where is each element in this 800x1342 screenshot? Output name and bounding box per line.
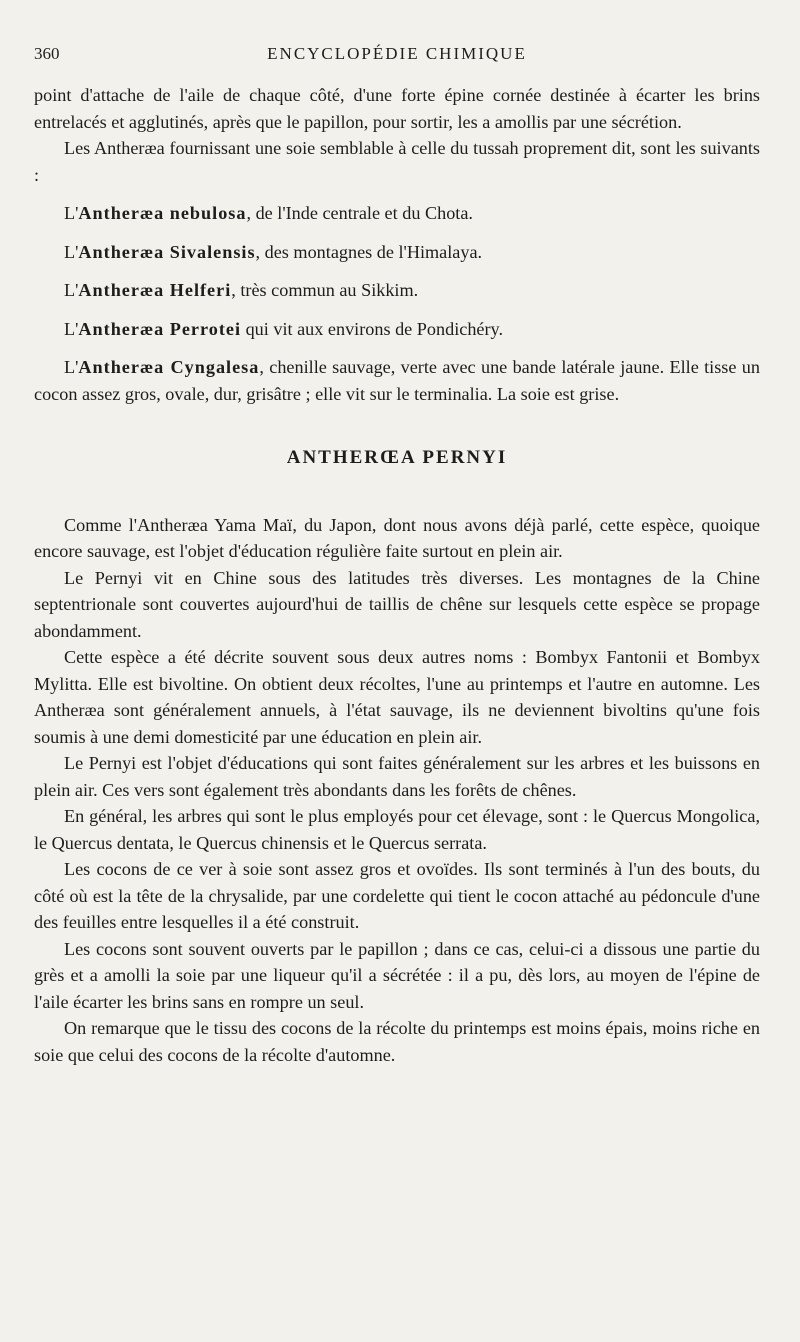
paragraph: Les cocons de ce ver à soie sont assez gros et ovoïdes. Ils sont terminés à l'un des bouts, du côté où est la tête de la chrysalide, par une cordelette qui tient le cocon attaché au pédoncule d'une des feuilles entre lesquelles il a été construit. (34, 859, 760, 932)
species-name: Antheræa Perrotei (78, 318, 242, 339)
running-title: ENCYCLOPÉDIE CHIMIQUE (267, 44, 527, 63)
paragraph: Le Pernyi vit en Chine sous des latitudes très diverses. Les montagnes de la Chine septentrionale sont couvertes aujourd'hui de taillis de chêne sur lesquels cette espèce se propage abondamment. (34, 567, 760, 641)
page-header (34, 44, 760, 68)
paragraph: Comme l'Antheræa Yama Maï, du Japon, dont nous avons déjà parlé, cette espèce, quoique encore sauvage, est l'objet d'éducation régulière faite surtout en plein air. (34, 514, 760, 561)
species-name: Antheræa Cyngalesa (78, 357, 260, 377)
species-entry: L'Antheræa Perrotei qui vit aux environs de Pondichéry. (64, 318, 504, 339)
paragraph: Les cocons sont souvent ouverts par le papillon ; dans ce cas, celui-ci a dissous une partie du grès et a amolli la soie par une liqueur qu'il a sécrétée : il a pu, dès lors, au moyen de l'épine de l'aile écarter les brins sans en rompre un seul. (34, 938, 760, 1012)
paragraph-intro-species: Les Antheræa fournissant une soie semblable à celle du tussah proprement dit, sont les suivants : (34, 138, 760, 185)
paragraph: Le Pernyi est l'objet d'éducations qui sont faites généralement sur les arbres et les buissons en plein air. Ces vers sont également très abondants dans les forêts de chênes. (34, 753, 760, 800)
species-entry: L'Antheræa Cyngalesa, chenille sauvage, verte avec une bande latérale jaune. Elle tisse un cocon assez gros, ovale, dur, grisâtre ; elle vit sur le terminalia. La soie est grise. (34, 357, 760, 404)
paragraph: En général, les arbres qui sont le plus employés pour cet élevage, sont : le Quercus Mongolica, le Quercus dentata, le Quercus chinensis et le Quercus serrata. (34, 806, 760, 853)
page-number: 360 (34, 44, 60, 63)
section-heading: ANTHERŒA PERNYI (286, 447, 508, 468)
paragraph: On remarque que le tissu des cocons de la récolte du printemps est moins épais, moins riche en soie que celui des cocons de la récolte d'automne. (34, 1018, 760, 1065)
species-name: Antheræa Sivalensis (78, 241, 256, 262)
species-entry: L'Antheræa Helferi, très commun au Sikkim. (64, 280, 419, 300)
species-name: Antheræa nebulosa (78, 203, 247, 223)
species-entry: L'Antheræa Sivalensis, des montagnes de l'Himalaya. (64, 241, 483, 262)
page-body (34, 82, 760, 1068)
species-name: Antheræa Helferi (78, 280, 232, 300)
species-entry: L'Antheræa nebulosa, de l'Inde centrale et du Chota. (64, 203, 473, 223)
paragraph-continuation: point d'attache de l'aile de chaque côté, d'une forte épine cornée destinée à écarter les brins entrelacés et agglutinés, après que le papillon, pour sortir, les a amollis par une sécrétion. (34, 85, 760, 132)
paragraph: Cette espèce a été décrite souvent sous deux autres noms : Bombyx Fantonii et Bombyx Mylitta. Elle est bivoltine. On obtient deux récoltes, l'une au printemps et l'autre en automne. Les Antheræa sont généralement annuels, à l'état sauvage, ils ne deviennent bivoltins qu'une fois soumis à une demi domesticité par une éducation en plein air. (34, 647, 760, 747)
